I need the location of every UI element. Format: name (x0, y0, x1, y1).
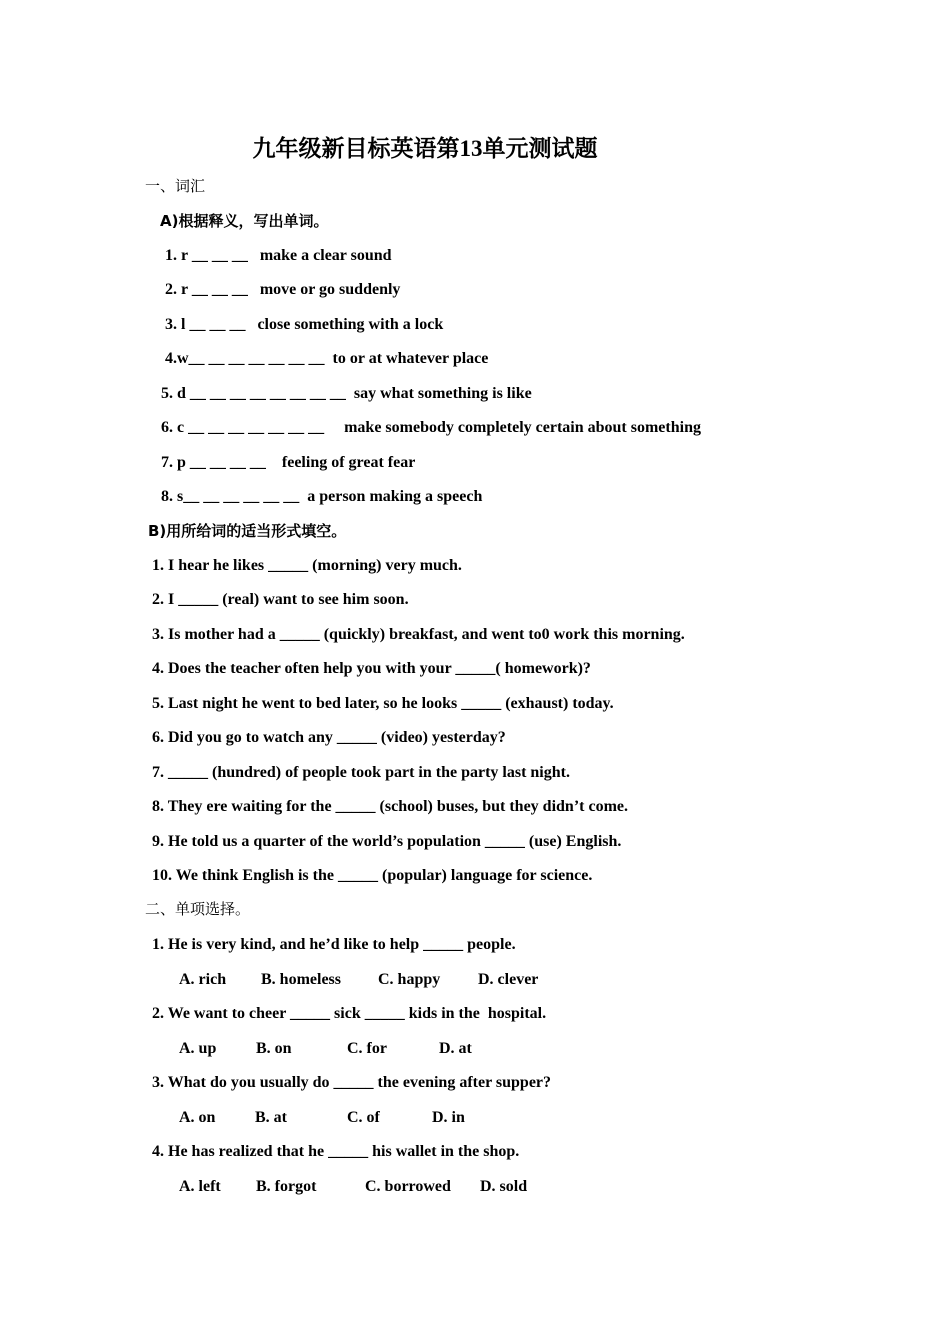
mc-q2-option-a: A. up (179, 1040, 217, 1057)
fill-item-6: 6. Did you go to watch any _____ (video) yesterday? (152, 729, 506, 746)
mc-question-4: 4. He has realized that he _____ his wallet in the shop. (152, 1143, 520, 1160)
fill-item-1: 1. I hear he likes _____ (morning) very much. (152, 557, 462, 574)
mc-question-2: 2. We want to cheer _____ sick _____ kids in the hospital. (152, 1005, 547, 1022)
vocab-item-4: 4.w__ __ __ __ __ __ __ to or at whatever place (165, 350, 489, 367)
fill-item-9: 9. He told us a quarter of the world’s population _____ (use) English. (152, 833, 622, 850)
mc-q3-option-d: D. in (432, 1109, 465, 1126)
part-b-label: B)用所给词的适当形式填空。 (148, 522, 347, 540)
fill-item-8: 8. They ere waiting for the _____ (school) buses, but they didn’t come. (152, 798, 628, 815)
section-1-heading: 一、词汇 (145, 179, 206, 195)
fill-item-7: 7. _____ (hundred) of people took part in the party last night. (152, 764, 570, 781)
mc-q4-option-d: D. sold (480, 1178, 528, 1195)
vocab-item-3: 3. l __ __ __ close something with a lock (165, 316, 444, 333)
mc-q1-option-d: D. clever (478, 971, 539, 988)
vocab-item-1: 1. r __ __ __ make a clear sound (165, 247, 392, 264)
vocab-item-8: 8. s__ __ __ __ __ __ a person making a speech (161, 488, 483, 505)
mc-q1-option-c: C. happy (378, 971, 441, 988)
mc-q4-option-a: A. left (179, 1178, 221, 1195)
fill-item-5: 5. Last night he went to bed later, so he looks _____ (exhaust) today. (152, 695, 614, 712)
fill-item-4: 4. Does the teacher often help you with your _____( homework)? (152, 660, 591, 677)
mc-q4-option-c: C. borrowed (365, 1178, 451, 1195)
mc-q3-option-c: C. of (347, 1109, 380, 1126)
vocab-item-7: 7. p __ __ __ __ feeling of great fear (161, 454, 416, 471)
mc-q2-option-c: C. for (347, 1040, 387, 1057)
mc-q4-option-b: B. forgot (256, 1178, 317, 1195)
mc-q3-option-a: A. on (179, 1109, 216, 1126)
page-title: 九年级新目标英语第13单元测试题 (252, 136, 598, 161)
section-2-heading: 二、单项选择。 (145, 902, 251, 918)
fill-item-3: 3. Is mother had a _____ (quickly) breakfast, and went to0 work this morning. (152, 626, 685, 643)
mc-q1-option-a: A. rich (179, 971, 227, 988)
fill-item-10: 10. We think English is the _____ (popular) language for science. (152, 867, 593, 884)
mc-q1-option-b: B. homeless (261, 971, 341, 988)
mc-q2-option-d: D. at (439, 1040, 472, 1057)
vocab-item-2: 2. r __ __ __ move or go suddenly (165, 281, 401, 298)
mc-q3-option-b: B. at (255, 1109, 287, 1126)
mc-q2-option-b: B. on (256, 1040, 292, 1057)
mc-question-3: 3. What do you usually do _____ the evening after supper? (152, 1074, 552, 1091)
vocab-item-5: 5. d __ __ __ __ __ __ __ __ say what something is like (161, 385, 532, 402)
vocab-item-6: 6. c __ __ __ __ __ __ __ make somebody completely certain about something (161, 419, 701, 436)
fill-item-2: 2. I _____ (real) want to see him soon. (152, 591, 409, 608)
part-a-label: A)根据释义，写出单词。 (160, 212, 329, 230)
mc-question-1: 1. He is very kind, and he’d like to help _____ people. (152, 936, 516, 953)
